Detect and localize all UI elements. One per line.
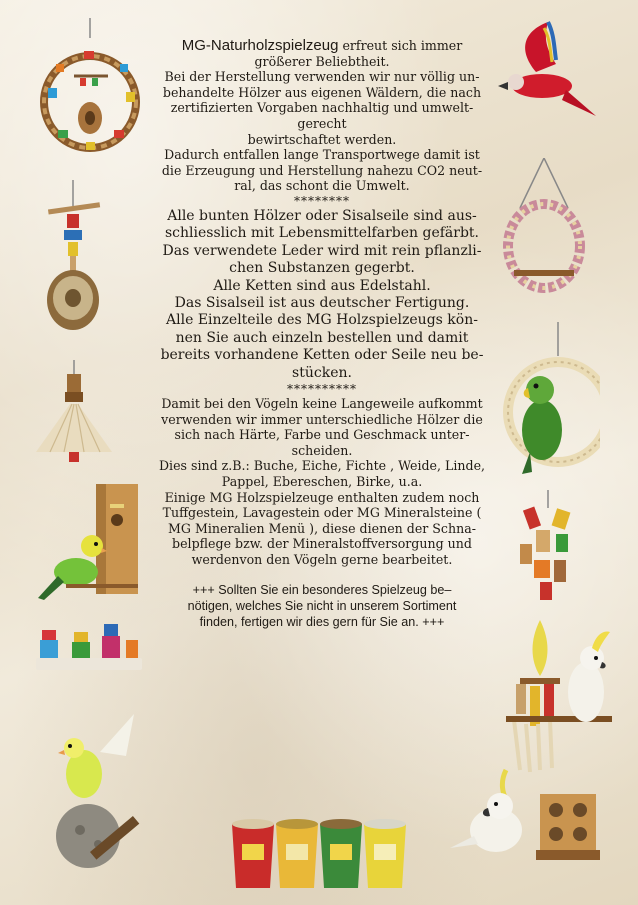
p3-line: scheiden. xyxy=(291,442,353,458)
intro-line-2: größerer Beliebtheit. xyxy=(254,53,390,69)
p3-line: Tuffgestein, Lavagestein oder MG Mineralsteine ( xyxy=(162,505,482,521)
p1-line: Bei der Herstellung verwenden wir nur völlig un- xyxy=(164,69,480,85)
p3-line: verwenden wir immer unterschiedliche Hölzer die xyxy=(161,411,483,427)
note-line: finden, fertigen wir dies gern für Sie an. +++ xyxy=(199,614,445,629)
p1-line: gerecht xyxy=(297,115,347,131)
budgie-mineral-stone-image xyxy=(30,712,142,888)
p2-line: Das verwendete Leder wird mit rein pflanzli- xyxy=(162,242,482,259)
p3-line: Pappel, Ebereschen, Birke, u.a. xyxy=(221,473,423,489)
ring-toy-image xyxy=(34,18,146,158)
p3-line: Einige MG Holzspielzeuge enthalten zudem noch xyxy=(164,489,480,505)
p3-line: werdenvon den Vögeln gerne bearbeitet. xyxy=(191,551,453,567)
custom-order-note xyxy=(148,582,496,630)
cockatoo-wood-puzzle-image xyxy=(440,764,618,870)
p2-line: bereits vorhandene Ketten oder Seile neu be- xyxy=(160,347,484,364)
p1-line: zertifizierten Vorgaben nachhaltig und umwelt- xyxy=(170,100,474,116)
beaded-swing-image xyxy=(500,158,588,298)
paragraph-materials xyxy=(148,208,496,382)
wood-blocks-toy-image xyxy=(30,612,146,682)
p2-line: Alle Einzelteile des MG Holzspielzeugs kön- xyxy=(166,312,478,329)
p3-line: MG Mineralien Menü ), diese dienen der Schna- xyxy=(168,520,476,536)
separator-stars: ********** xyxy=(287,382,357,396)
p2-line: schliesslich mit Lebensmittelfarben gefärbt. xyxy=(165,225,479,242)
flyer-text xyxy=(148,38,496,630)
p1-line: ral, das schont die Umwelt. xyxy=(234,178,410,194)
p1-line: bewirtschaftet werden. xyxy=(247,131,397,147)
note-line: nötigen, welches Sie nicht in unserem Sortiment xyxy=(187,598,457,613)
p3-line: Dies sind z.B.: Buche, Eiche, Fichte , Weide, Linde, xyxy=(158,458,486,474)
green-parrot-rope-ring-image xyxy=(500,322,600,478)
intro-lead: erfreut sich immer xyxy=(338,38,463,53)
p3-line: Damit bei den Vögeln keine Langeweile aufkommt xyxy=(161,396,483,411)
red-macaw-image xyxy=(496,20,596,124)
note-line: +++ Sollten Sie ein besonderes Spielzeug be– xyxy=(192,582,452,597)
p2-line: stücken. xyxy=(292,364,352,381)
cockatoo-hanging-toy-image xyxy=(500,620,618,776)
colorful-hanging-toy-image xyxy=(512,490,584,612)
sisal-toy-image xyxy=(30,360,118,462)
p2-line: Das Sisalseil ist aus deutscher Fertigung. xyxy=(174,294,470,311)
brand-name: MG-Naturholzspielzeug xyxy=(181,37,339,54)
p1-line: Dadurch entfallen lange Transportwege damit ist xyxy=(164,147,480,163)
intro-line xyxy=(148,38,496,54)
budgie-toy-box-image xyxy=(36,480,152,604)
p2-line: chen Substanzen gegerbt. xyxy=(229,260,415,277)
p2-line: Alle Ketten sind aus Edelstahl. xyxy=(213,277,431,294)
p2-line: Alle bunten Hölzer oder Sisalseile sind aus- xyxy=(167,207,477,224)
p2-line: nen Sie auch einzeln bestellen und damit xyxy=(175,329,469,346)
p3-line: belpflege bzw. der Mineralstoffversorgung und xyxy=(172,536,472,552)
coconut-toy-image xyxy=(40,180,106,340)
p3-line: sich nach Härte, Farbe und Geschmack unter- xyxy=(174,427,470,443)
separator-stars: ******** xyxy=(294,193,350,208)
p1-line: die Erzeugung und Herstellung nahezu CO2 neut- xyxy=(161,162,483,178)
mineral-cups-image xyxy=(228,818,410,892)
p1-line: behandelte Hölzer aus eigenen Wäldern, die nach xyxy=(162,84,482,100)
